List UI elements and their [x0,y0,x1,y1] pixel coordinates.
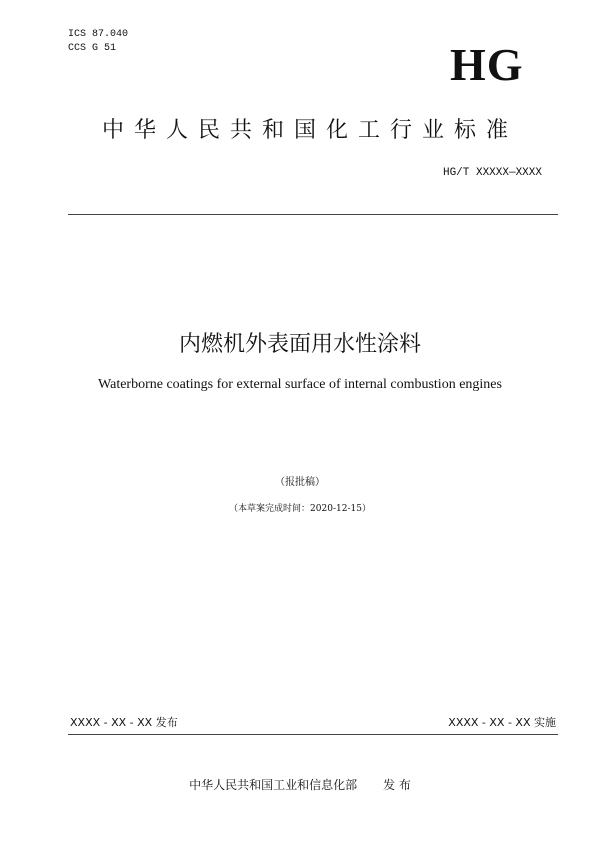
draft-completion-date: （本草案完成时间：2020-12-15） [229,504,371,514]
publisher-line [0,776,600,794]
ics-code: ICS 87.040 [68,29,129,40]
bottom-divider [68,734,558,735]
standard-number: HG/T XXXXX—XXXX [442,167,542,179]
implementation-date: XXXX - XX - XX 实施 [448,716,556,729]
hg-logo: HG [450,39,524,90]
document-title-cn: 内燃机外表面用水性涂料 [178,332,421,357]
ccs-code: CCS G 51 [68,43,117,54]
issue-date: XXXX - XX - XX 发布 [70,716,178,729]
document-title-en: Waterborne coatings for external surface of internal combustion engines [98,377,502,392]
industry-standard-title: 中华人民共和国化工行业标准 [101,118,518,143]
draft-status: （报批稿） [275,477,325,488]
publish-action: 发 布 [383,778,411,792]
classification-codes [68,28,128,56]
top-divider [68,214,558,215]
publisher-name: 中华人民共和国工业和信息化部 [189,778,358,792]
